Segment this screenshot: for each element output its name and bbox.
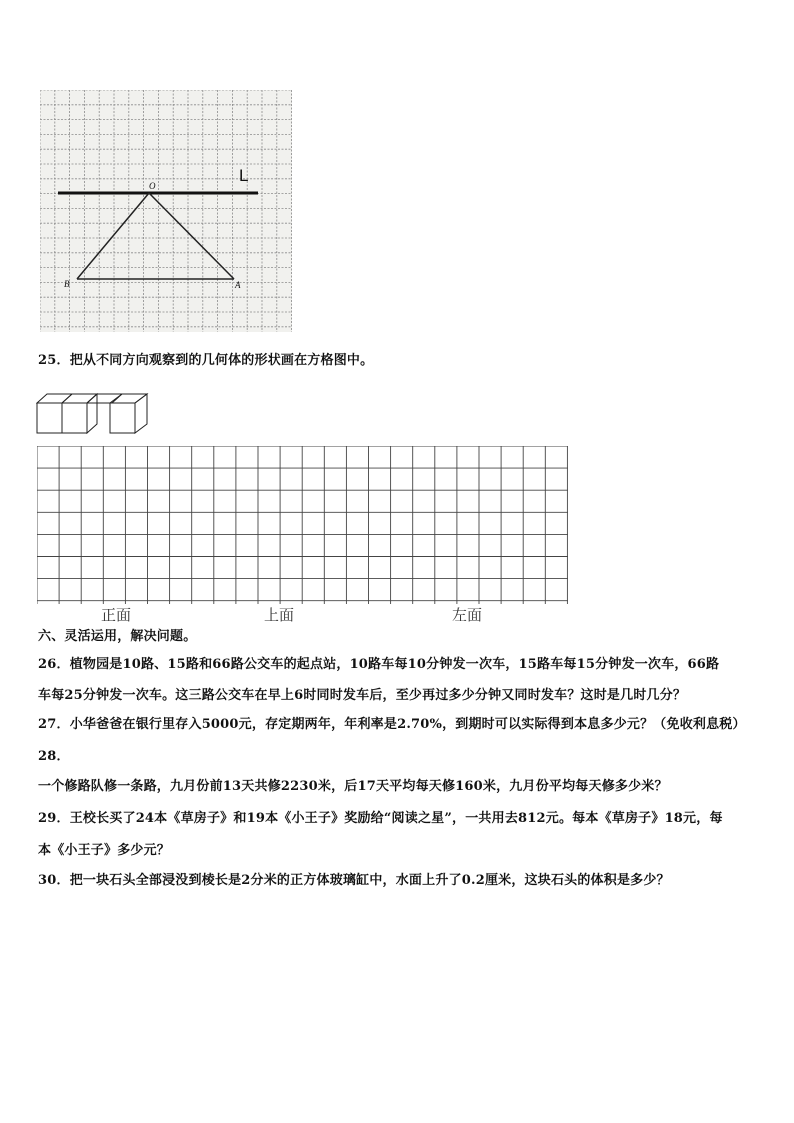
- label-B: B: [64, 279, 70, 289]
- view-label-front: 正面: [101, 606, 132, 624]
- cube-solid: [36, 392, 156, 436]
- grid-figure-svg: [40, 90, 292, 332]
- question-25: 25．把从不同方向观察到的几何体的形状画在方格图中。: [38, 353, 374, 368]
- label-O: O: [149, 181, 156, 191]
- answer-grid: [37, 446, 568, 604]
- label-L: L: [239, 166, 249, 185]
- view-label-top: 上面: [264, 606, 295, 624]
- cube-solid-svg: [36, 392, 156, 436]
- view-label-left: 左面: [452, 606, 483, 624]
- label-A: A: [235, 280, 241, 290]
- answer-grid-svg: [37, 446, 568, 604]
- question-26-line1: 26．植物园是10路、15路和66路公交车的起点站，10路车每10分钟发一次车，15路车每15分钟发一次车，66路: [38, 657, 720, 672]
- question-30: 30．把一块石头全部浸没到棱长是2分米的正方体玻璃缸中，水面上升了0.2厘米，这块石头的体积是多少？: [38, 873, 670, 888]
- question-28-number: 28．: [38, 749, 70, 764]
- question-29-line1: 29．王校长买了24本《草房子》和19本《小王子》奖励给“阅读之星”，一共用去812元。每本《草房子》18元，每: [38, 811, 723, 826]
- question-28-text: 一个修路队修一条路，九月份前13天共修2230米，后17天平均每天修160米，九月份平均每天修多少米？: [38, 779, 668, 794]
- question-26-line2: 车每25分钟发一次车。这三路公交车在早上6时同时发车后，至少再过多少分钟又同时发车？这时是几时几分？: [38, 688, 687, 703]
- question-27: 27．小华爸爸在银行里存入5000元，存定期两年，年利率是2.70%，到期时可以实际得到本息多少元？（免收利息税）: [38, 717, 746, 732]
- section-6-title: 六、灵活运用，解决问题。: [38, 629, 197, 644]
- question-29-line2: 本《小王子》多少元？: [38, 843, 171, 858]
- grid-figure: [40, 90, 292, 332]
